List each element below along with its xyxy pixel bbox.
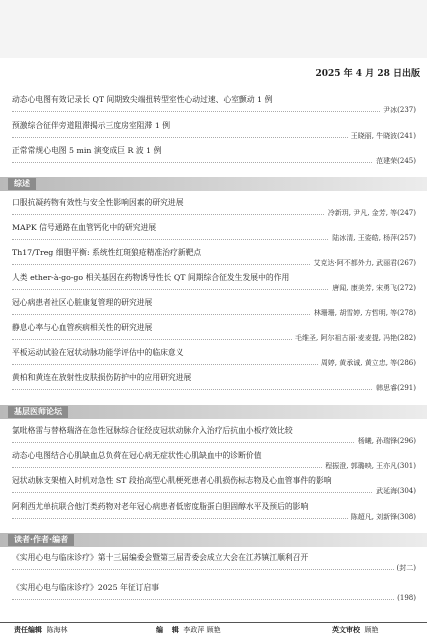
section-header-review <box>0 177 427 191</box>
header-band <box>0 0 427 58</box>
toc-entry[interactable] <box>12 553 416 573</box>
entry-authors: 冷新玥, 尹凡, 金芳, 等(247) <box>12 208 416 218</box>
editor-name: 陈海林 <box>46 626 68 634</box>
section-header-readers <box>0 533 427 547</box>
toc-entry[interactable] <box>12 583 416 603</box>
toc-entry[interactable] <box>12 373 416 393</box>
toc-entry[interactable] <box>12 426 416 446</box>
editor-label: 责任编辑 <box>14 626 42 634</box>
entry-authors: 周婷, 黄承诚, 黄立忠, 等(286) <box>12 358 416 368</box>
toc-entry[interactable] <box>12 95 416 115</box>
toc-entry[interactable] <box>12 273 416 293</box>
entry-authors: 韩思睿(291) <box>12 383 416 393</box>
entry-title: 正常常规心电图 5 min 演变成巨 R 波 1 例 <box>12 146 162 155</box>
section-label: 读者·作者·编者 <box>8 534 74 546</box>
toc-entry[interactable] <box>12 146 416 166</box>
entry-title: 预激综合征伴旁道阻滞揭示三度房室阻滞 1 例 <box>12 121 171 130</box>
entry-title: MAPK 信号通路在血管钙化中的研究进展 <box>12 223 157 232</box>
entry-title: 人类 ether-à-go-go 相关基因在药物诱导性长 QT 间期综合征发生发展中的作用 <box>12 273 290 282</box>
toc-entry[interactable] <box>12 323 416 343</box>
issue-date: 2025 年 4 月 28 日出版 <box>315 69 420 79</box>
entry-authors: 尹冰(237) <box>12 105 416 115</box>
entry-authors: 武延海(304) <box>12 486 416 496</box>
entry-authors: (198) <box>12 593 416 603</box>
footer-editor <box>14 625 67 635</box>
entry-authors: 范建荣(245) <box>12 156 416 166</box>
entry-title: 《实用心电与临床诊疗》第十三届编委会暨第三届青委会成立大会在江苏镇江顺利召开 <box>12 553 309 562</box>
entry-authors: 程振澄, 郭璐映, 王亦凡(301) <box>12 461 416 471</box>
toc-entry[interactable] <box>12 502 416 522</box>
footer-rule <box>0 622 427 623</box>
entry-title: 平板运动试验在冠状动脉功能学评估中的临床意义 <box>12 348 184 357</box>
entry-authors: 陈超凡, 刘新锋(308) <box>12 512 416 522</box>
section-header-forum <box>0 405 427 419</box>
section-label: 综述 <box>8 178 36 190</box>
toc-entry[interactable] <box>12 223 416 243</box>
entry-title: 《实用心电与临床诊疗》2025 年征订启事 <box>12 583 160 592</box>
footer-proof <box>332 625 378 635</box>
entry-authors: 王晓丽, 牛晓波(241) <box>12 131 416 141</box>
entry-authors: 毛维圣, 阿尔祖古丽·麦麦提, 冯艳(282) <box>12 333 416 343</box>
entry-title: 口服抗凝药物有效性与安全性影响因素的研究进展 <box>12 198 184 207</box>
entry-authors: 林珊珊, 胡雪婷, 方哲明, 等(278) <box>12 308 416 318</box>
entry-title: 冠状动脉支架植入时机对急性 ST 段抬高型心肌梗死患者心肌损伤标志物及心血管事件的影响 <box>12 476 332 485</box>
entry-title: 冠心病患者社区心脏康复管理的研究进展 <box>12 298 153 307</box>
entry-authors: 陆冰清, 王姿皓, 杨萍(257) <box>12 233 416 243</box>
layout-label-2: 辑 <box>171 626 179 634</box>
toc-entry[interactable] <box>12 476 416 496</box>
entry-authors: (封二) <box>12 563 416 573</box>
toc-entry[interactable] <box>12 248 416 268</box>
footer-layout <box>156 625 221 635</box>
toc-entry[interactable] <box>12 198 416 218</box>
entry-authors: 唐闻, 康美芳, 宋勇飞(272) <box>12 283 416 293</box>
entry-title: Th17/Treg 细胞平衡: 系统性红斑狼疮精准治疗新靶点 <box>12 248 202 257</box>
layout-label: 编 <box>156 626 163 634</box>
proof-label: 英文审校 <box>332 626 360 634</box>
entry-title: 黄柏和黄连在放射性皮肤损伤防护中的应用研究进展 <box>12 373 192 382</box>
section-label: 基层医师论坛 <box>8 406 68 418</box>
entry-authors: 艾克达·阿不都外力, 武丽君(267) <box>12 258 416 268</box>
toc-entry[interactable] <box>12 348 416 368</box>
entry-authors: 杨曦, 孙瑞锋(296) <box>12 436 416 446</box>
entry-title: 动态心电图结合心肌缺血总负荷在冠心病无症状性心肌缺血中的诊断价值 <box>12 451 262 460</box>
layout-names: 李政萍 顾艳 <box>183 626 221 634</box>
entry-title: 静息心率与心血管疾病相关性的研究进展 <box>12 323 153 332</box>
entry-title: 氯吡格雷与替格瑞洛在急性冠脉综合征经皮冠状动脉介入治疗后抗血小板疗效比较 <box>12 426 293 435</box>
entry-title: 动态心电图有效记录长 QT 间期致尖端扭转型室性心动过速、心室颤动 1 例 <box>12 95 273 104</box>
toc-entry[interactable] <box>12 298 416 318</box>
proof-name: 顾艳 <box>364 626 379 634</box>
entry-title: 阿利西尤单抗联合他汀类药物对老年冠心病患者低密度脂蛋白胆固醇水平及预后的影响 <box>12 502 309 511</box>
toc-entry[interactable] <box>12 121 416 141</box>
toc-entry[interactable] <box>12 451 416 471</box>
